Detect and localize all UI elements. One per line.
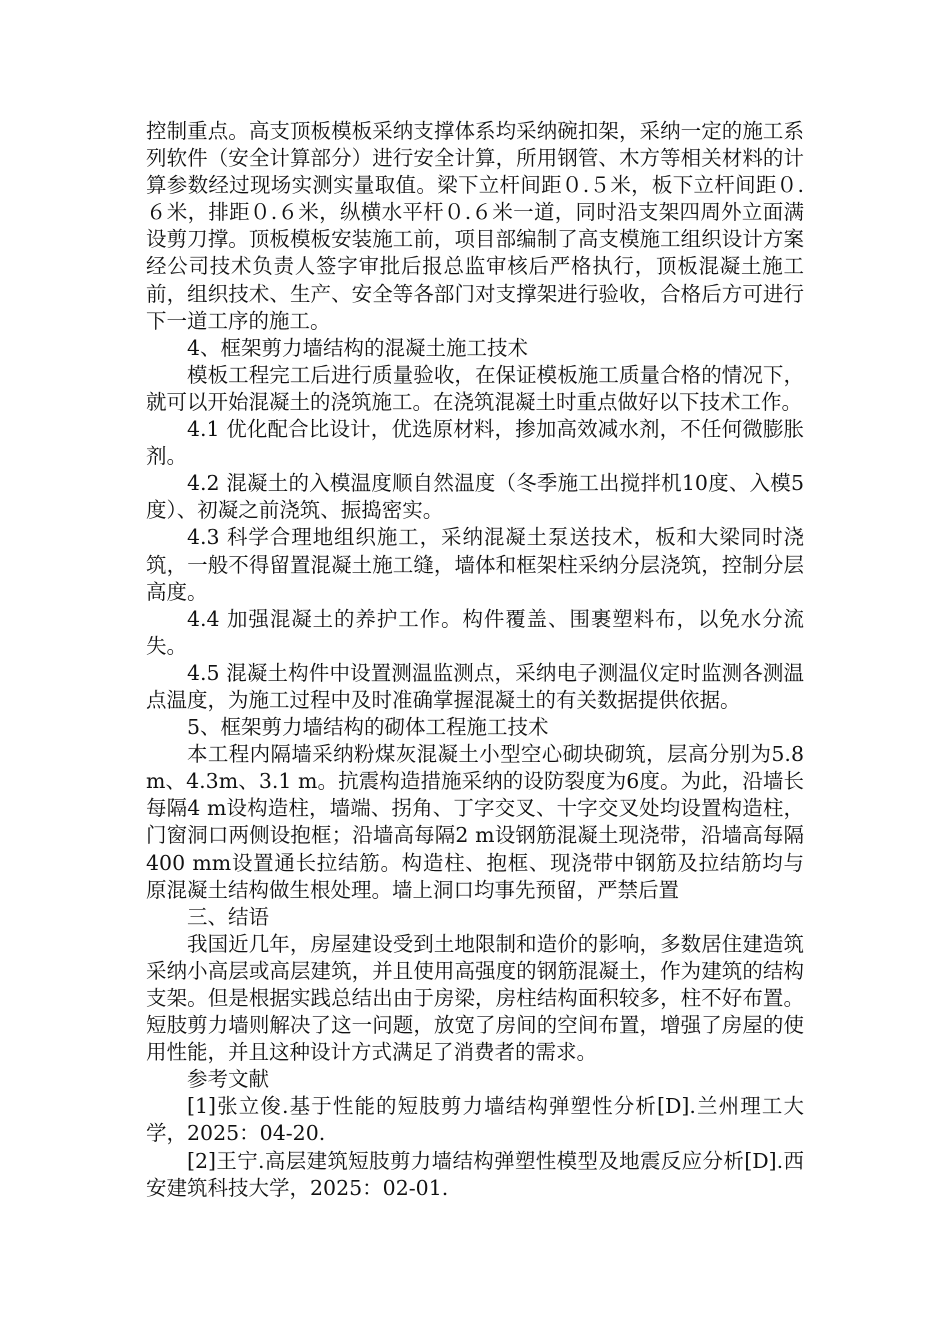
heading-concrete-technique: 4、框架剪力墙结构的混凝土施工技术: [187, 335, 529, 360]
heading-references: 参考文献: [187, 1067, 269, 1092]
reference-item-2: [2]王宁.高层建筑短肢剪力墙结构弹塑性模型及地震反应分析[D].西安建筑科技大学，2025：02-01.: [146, 1148, 804, 1200]
paragraph-item-4-3: 4.3 科学合理地组织施工，采纳混凝土泵送技术，板和大梁同时浇筑，一般不得留置混凝土施工缝，墙体和框架柱采纳分层浇筑，控制分层高度。: [146, 525, 804, 604]
paragraph-conclusion-body: 我国近几年，房屋建设受到土地限制和造价的影响，多数居住建造筑采纳小高层或高层建筑，并且使用高强度的钢筋混凝土，作为建筑的结构支架。但是根据实践总结出由于房梁，房柱结构面积较多，柱不好布置。短肢剪力墙则解决了这一问题，放宽了房间的空间布置，增强了房屋的使用性能，并且这种设计方式满足了消费者的需求。: [146, 931, 804, 1065]
heading-masonry-technique: 5、框架剪力墙结构的砌体工程施工技术: [187, 715, 549, 740]
paragraph-item-4-1: 4.1 优化配合比设计，优选原材料，掺加高效减水剂，不任何微膨胀剂。: [146, 417, 804, 469]
paragraph-masonry-body: 本工程内隔墙采纳粉煤灰混凝土小型空心砌块砌筑，层高分别为5.8 m、4.3m、3.1 m。抗震构造措施采纳的设防裂度为6度。为此，沿墙长每隔4 m设构造柱，墙端、拐角、丁字交叉、十字交叉处均设置构造柱，门窗洞口两侧设抱框；沿墙高每隔2 m设钢筋混凝土现浇带，沿墙高每隔400 mm设置通长拉结筋。构造柱、抱框、现浇带中钢筋及拉结筋均与原混凝土结构做生根处理。墙上洞口均事先预留，严禁后置: [146, 742, 804, 902]
heading-conclusion: 三、结语: [187, 904, 269, 929]
paragraph-concrete-intro: 模板工程完工后进行质量验收，在保证模板施工质量合格的情况下，就可以开始混凝土的浇筑施工。在浇筑混凝土时重点做好以下技术工作。: [146, 362, 804, 414]
document-page: [146, 118, 804, 1202]
paragraph-item-4-4: 4.4 加强混凝土的养护工作。构件覆盖、围裹塑料布，以免水分流失。: [146, 606, 804, 658]
paragraph-formwork-control: 控制重点。高支顶板模板采纳支撑体系均采纳碗扣架，采纳一定的施工系列软件（安全计算部分）进行安全计算，所用钢管、木方等相关材料的计算参数经过现场实测实量取值。梁下立杆间距０.５米，板下立杆间距０.６米，排距０.６米，纵横水平杆０.６米一道，同时沿支架四周外立面满设剪刀撑。顶板模板安装施工前，项目部编制了高支模施工组织设计方案经公司技术负责人签字审批后报总监审核后严格执行，顶板混凝土施工前，组织技术、生产、安全等各部门对支撑架进行验收，合格后方可进行下一道工序的施工。: [146, 119, 804, 333]
paragraph-item-4-2: 4.2 混凝土的入模温度顺自然温度（冬季施工出搅拌机10度、入模5度）、初凝之前浇筑、振捣密实。: [146, 471, 804, 523]
reference-item-1: [1]张立俊.基于性能的短肢剪力墙结构弹塑性分析[D].兰州理工大学，2025：04-20.: [146, 1094, 804, 1146]
paragraph-item-4-5: 4.5 混凝土构件中设置测温监测点，采纳电子测温仪定时监测各测温点温度，为施工过程中及时准确掌握混凝土的有关数据提供依据。: [146, 660, 804, 712]
